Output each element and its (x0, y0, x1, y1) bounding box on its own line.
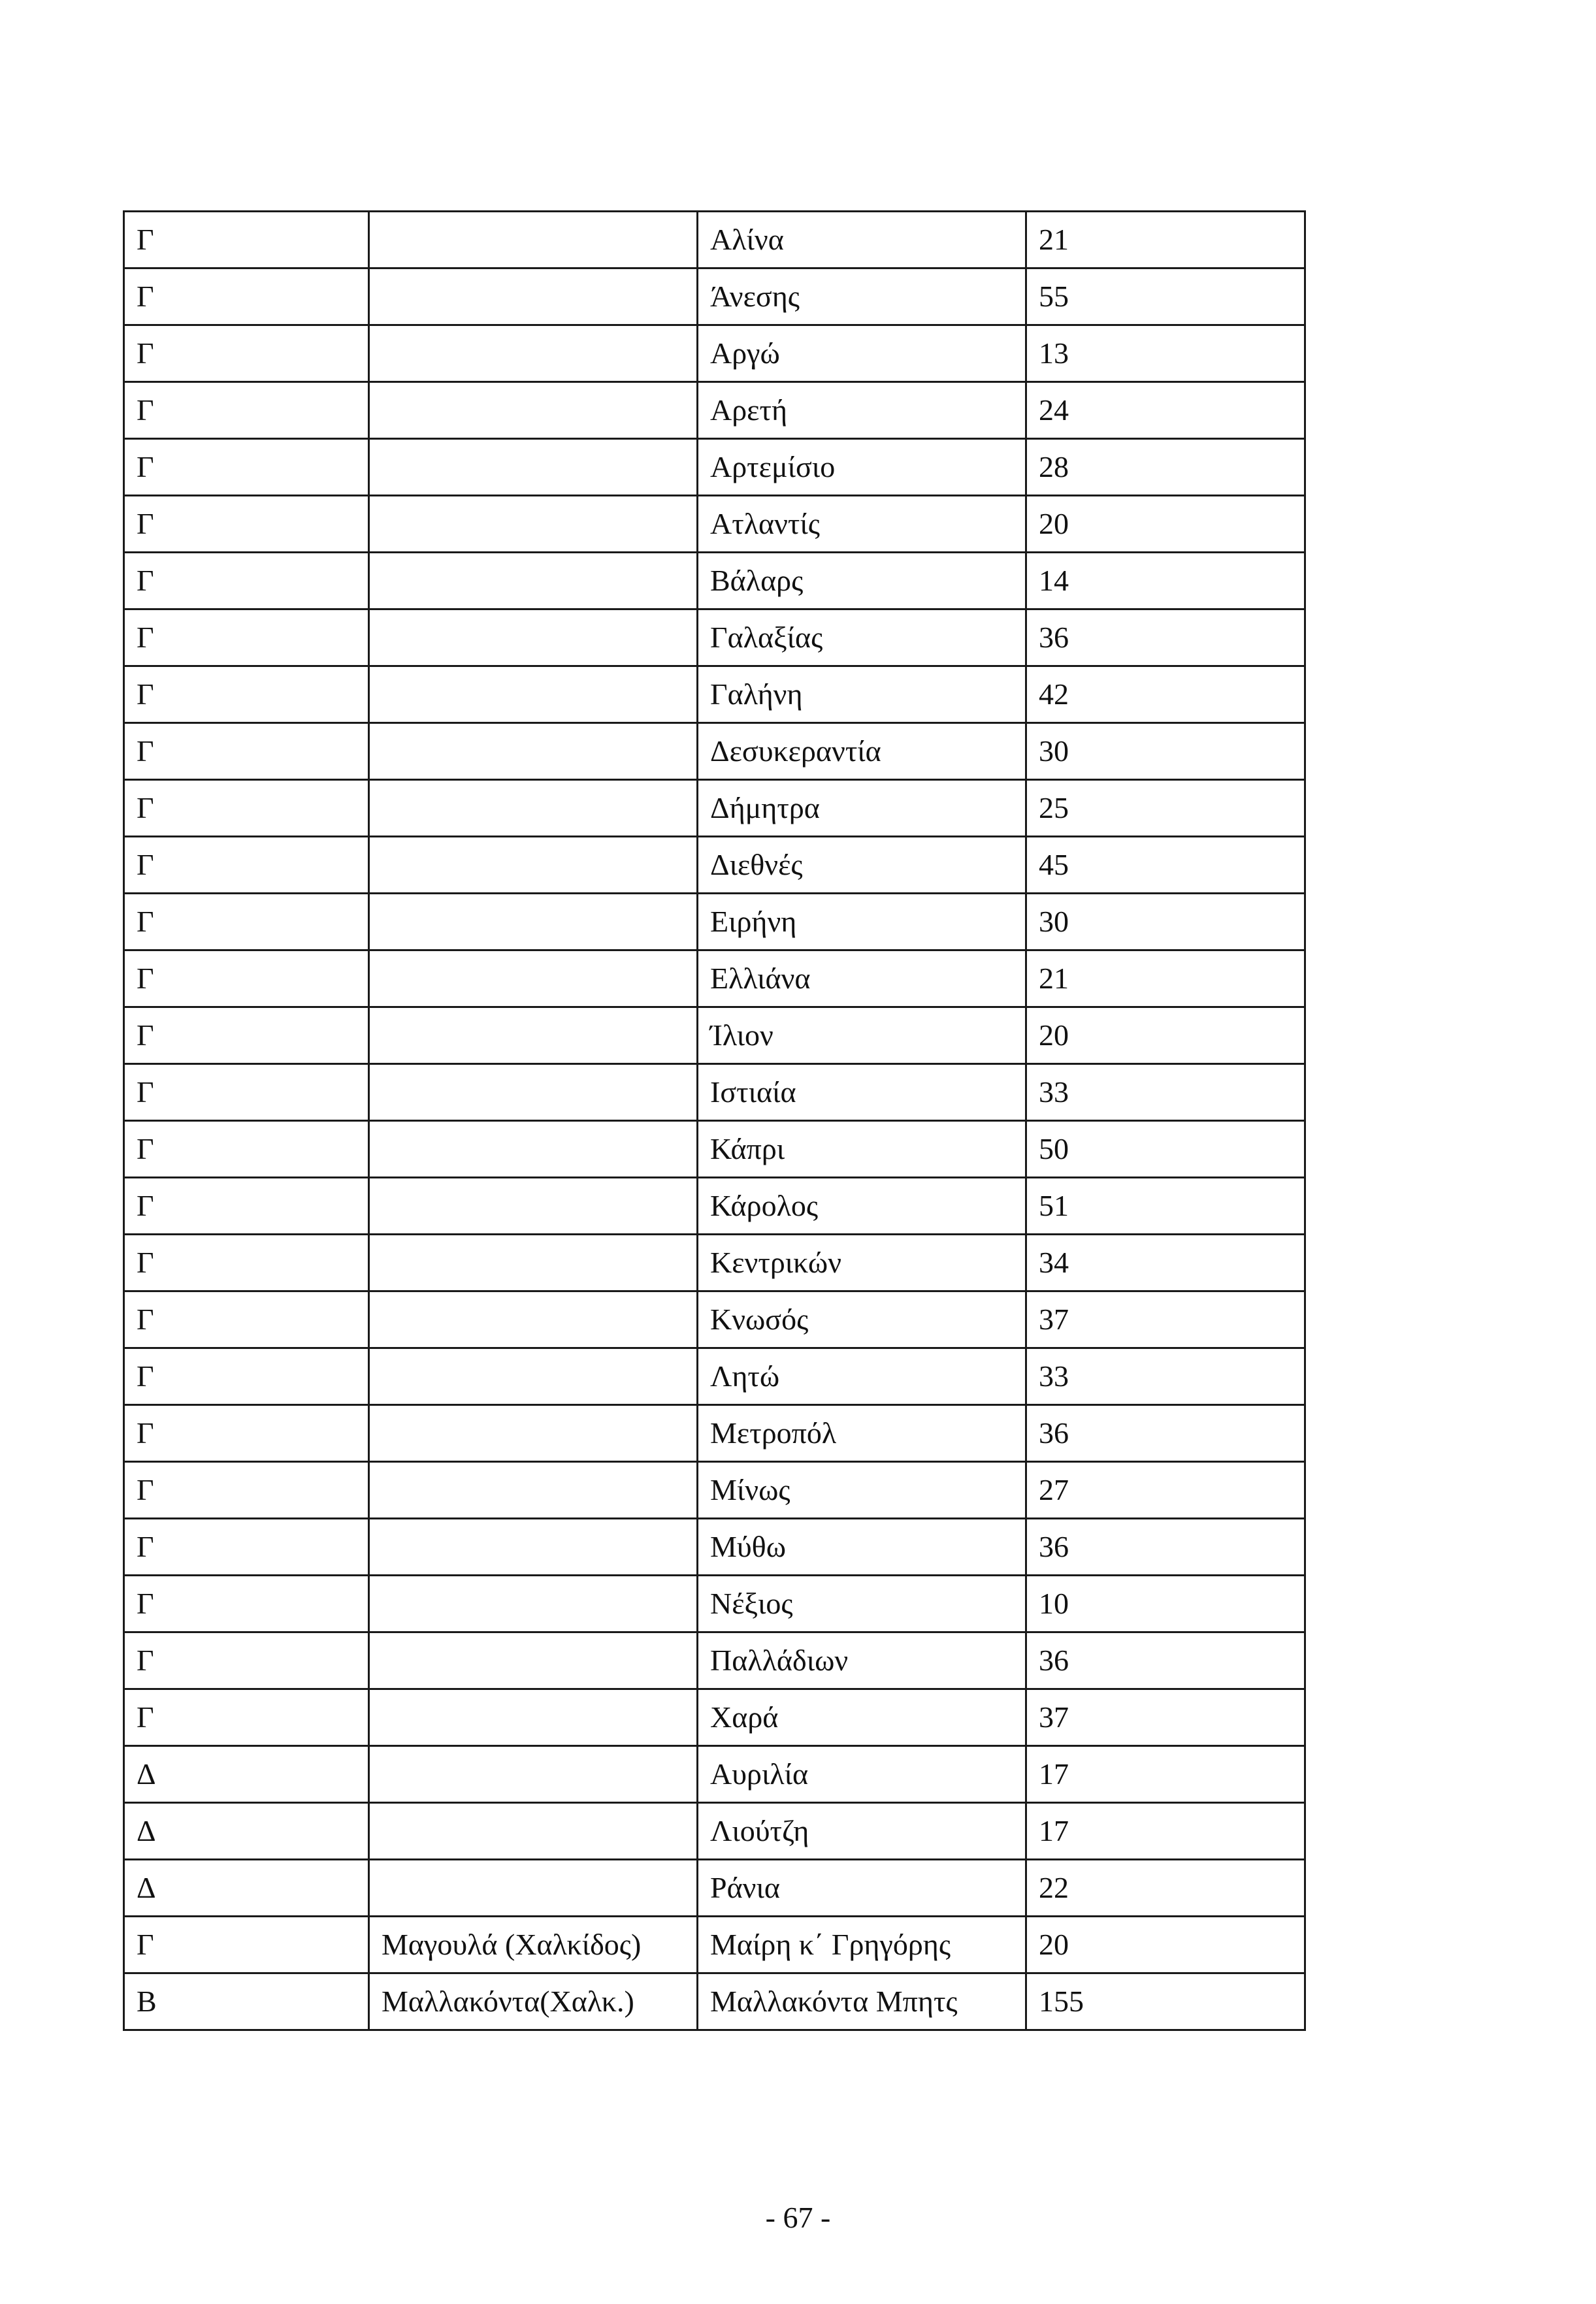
location-cell (369, 1632, 698, 1689)
location-cell (369, 780, 698, 837)
category-cell: Γ (124, 325, 369, 382)
table-row (124, 1121, 1305, 1178)
count-cell: 20 (1026, 1917, 1305, 1973)
page-number: - 67 - (765, 2201, 831, 2234)
category-cell: Β (124, 1973, 369, 2030)
name-cell: Μαλλακόντα Μπητς (698, 1973, 1026, 2030)
name-cell: Γαλήνη (698, 666, 1026, 723)
location-cell (369, 1235, 698, 1291)
name-cell: Νέξιος (698, 1576, 1026, 1632)
name-cell: Ατλαντίς (698, 496, 1026, 553)
category-cell: Γ (124, 723, 369, 780)
table-row (124, 894, 1305, 950)
location-cell (369, 382, 698, 439)
location-cell (369, 1860, 698, 1917)
count-cell: 28 (1026, 439, 1305, 496)
table-row (124, 666, 1305, 723)
category-cell: Γ (124, 1405, 369, 1462)
location-cell (369, 1121, 698, 1178)
table-row (124, 1178, 1305, 1235)
count-cell: 14 (1026, 553, 1305, 609)
count-cell: 30 (1026, 723, 1305, 780)
location-cell (369, 609, 698, 666)
location-cell (369, 837, 698, 894)
count-cell: 51 (1026, 1178, 1305, 1235)
name-cell: Αλίνα (698, 212, 1026, 268)
name-cell: Γαλαξίας (698, 609, 1026, 666)
name-cell: Κάπρι (698, 1121, 1026, 1178)
name-cell: Αργώ (698, 325, 1026, 382)
table-row (124, 950, 1305, 1007)
category-cell: Γ (124, 553, 369, 609)
table-row (124, 1860, 1305, 1917)
count-cell: 25 (1026, 780, 1305, 837)
table-row (124, 325, 1305, 382)
name-cell: Κεντρικών (698, 1235, 1026, 1291)
category-cell: Γ (124, 268, 369, 325)
hotel-listing-table (123, 210, 1306, 2031)
category-cell: Γ (124, 609, 369, 666)
name-cell: Ελλιάνα (698, 950, 1026, 1007)
table-row (124, 1405, 1305, 1462)
name-cell: Ίλιον (698, 1007, 1026, 1064)
name-cell: Μαίρη κ΄ Γρηγόρης (698, 1917, 1026, 1973)
name-cell: Λιούτζη (698, 1803, 1026, 1860)
location-cell (369, 212, 698, 268)
location-cell (369, 1576, 698, 1632)
category-cell: Δ (124, 1803, 369, 1860)
count-cell: 13 (1026, 325, 1305, 382)
name-cell: Αυριλία (698, 1746, 1026, 1803)
table-row (124, 553, 1305, 609)
table-row (124, 1632, 1305, 1689)
category-cell: Γ (124, 1689, 369, 1746)
count-cell: 17 (1026, 1746, 1305, 1803)
category-cell: Γ (124, 1576, 369, 1632)
count-cell: 37 (1026, 1291, 1305, 1348)
count-cell: 17 (1026, 1803, 1305, 1860)
count-cell: 21 (1026, 950, 1305, 1007)
name-cell: Βάλαρς (698, 553, 1026, 609)
count-cell: 55 (1026, 268, 1305, 325)
table-row (124, 1291, 1305, 1348)
location-cell (369, 1348, 698, 1405)
count-cell: 37 (1026, 1689, 1305, 1746)
category-cell: Γ (124, 1235, 369, 1291)
category-cell: Γ (124, 1121, 369, 1178)
name-cell: Αρετή (698, 382, 1026, 439)
category-cell: Γ (124, 837, 369, 894)
category-cell: Γ (124, 1917, 369, 1973)
category-cell: Γ (124, 382, 369, 439)
name-cell: Ιστιαία (698, 1064, 1026, 1121)
table-row (124, 1519, 1305, 1576)
name-cell: Κάρολος (698, 1178, 1026, 1235)
category-cell: Γ (124, 666, 369, 723)
location-cell (369, 894, 698, 950)
count-cell: 33 (1026, 1064, 1305, 1121)
table-row (124, 723, 1305, 780)
table-row (124, 496, 1305, 553)
location-cell (369, 1689, 698, 1746)
count-cell: 36 (1026, 1405, 1305, 1462)
count-cell: 155 (1026, 1973, 1305, 2030)
category-cell: Γ (124, 439, 369, 496)
location-cell (369, 553, 698, 609)
count-cell: 36 (1026, 1632, 1305, 1689)
location-cell (369, 1178, 698, 1235)
name-cell: Παλλάδιων (698, 1632, 1026, 1689)
category-cell: Γ (124, 1007, 369, 1064)
table-body (124, 212, 1305, 2030)
table-row (124, 1917, 1305, 1973)
category-cell: Δ (124, 1746, 369, 1803)
category-cell: Γ (124, 780, 369, 837)
table-row (124, 1007, 1305, 1064)
location-cell (369, 1746, 698, 1803)
name-cell: Αρτεμίσιο (698, 439, 1026, 496)
count-cell: 20 (1026, 1007, 1305, 1064)
category-cell: Γ (124, 1462, 369, 1519)
table-row (124, 212, 1305, 268)
location-cell (369, 950, 698, 1007)
name-cell: Ράνια (698, 1860, 1026, 1917)
location-cell (369, 1405, 698, 1462)
table-row (124, 1462, 1305, 1519)
location-cell (369, 1291, 698, 1348)
location-cell (369, 1007, 698, 1064)
location-cell (369, 325, 698, 382)
count-cell: 33 (1026, 1348, 1305, 1405)
count-cell: 20 (1026, 496, 1305, 553)
table-row (124, 1803, 1305, 1860)
name-cell: Μίνως (698, 1462, 1026, 1519)
category-cell: Γ (124, 1064, 369, 1121)
location-cell (369, 723, 698, 780)
category-cell: Γ (124, 950, 369, 1007)
table-row (124, 1348, 1305, 1405)
table-row (124, 1973, 1305, 2030)
table-row (124, 1064, 1305, 1121)
count-cell: 45 (1026, 837, 1305, 894)
name-cell: Άνεσης (698, 268, 1026, 325)
category-cell: Γ (124, 1178, 369, 1235)
location-cell (369, 1803, 698, 1860)
category-cell: Γ (124, 894, 369, 950)
table-row (124, 382, 1305, 439)
category-cell: Δ (124, 1860, 369, 1917)
name-cell: Δεσυκεραντία (698, 723, 1026, 780)
count-cell: 10 (1026, 1576, 1305, 1632)
name-cell: Μύθω (698, 1519, 1026, 1576)
table-row (124, 1235, 1305, 1291)
category-cell: Γ (124, 1348, 369, 1405)
category-cell: Γ (124, 1291, 369, 1348)
table-row (124, 1576, 1305, 1632)
count-cell: 50 (1026, 1121, 1305, 1178)
name-cell: Ειρήνη (698, 894, 1026, 950)
table-row (124, 439, 1305, 496)
table-row (124, 1746, 1305, 1803)
table-row (124, 268, 1305, 325)
name-cell: Δήμητρα (698, 780, 1026, 837)
count-cell: 22 (1026, 1860, 1305, 1917)
location-cell: Μαλλακόντα(Χαλκ.) (369, 1973, 698, 2030)
count-cell: 21 (1026, 212, 1305, 268)
location-cell (369, 1064, 698, 1121)
count-cell: 24 (1026, 382, 1305, 439)
location-cell (369, 439, 698, 496)
location-cell (369, 1462, 698, 1519)
category-cell: Γ (124, 496, 369, 553)
count-cell: 30 (1026, 894, 1305, 950)
table-row (124, 780, 1305, 837)
name-cell: Χαρά (698, 1689, 1026, 1746)
table-row (124, 609, 1305, 666)
name-cell: Μετροπόλ (698, 1405, 1026, 1462)
count-cell: 34 (1026, 1235, 1305, 1291)
name-cell: Κνωσός (698, 1291, 1026, 1348)
category-cell: Γ (124, 212, 369, 268)
location-cell (369, 496, 698, 553)
location-cell (369, 666, 698, 723)
name-cell: Διεθνές (698, 837, 1026, 894)
count-cell: 36 (1026, 1519, 1305, 1576)
name-cell: Λητώ (698, 1348, 1026, 1405)
count-cell: 27 (1026, 1462, 1305, 1519)
location-cell (369, 268, 698, 325)
location-cell: Μαγουλά (Χαλκίδος) (369, 1917, 698, 1973)
count-cell: 36 (1026, 609, 1305, 666)
table-row (124, 837, 1305, 894)
category-cell: Γ (124, 1632, 369, 1689)
table-row (124, 1689, 1305, 1746)
category-cell: Γ (124, 1519, 369, 1576)
location-cell (369, 1519, 698, 1576)
count-cell: 42 (1026, 666, 1305, 723)
